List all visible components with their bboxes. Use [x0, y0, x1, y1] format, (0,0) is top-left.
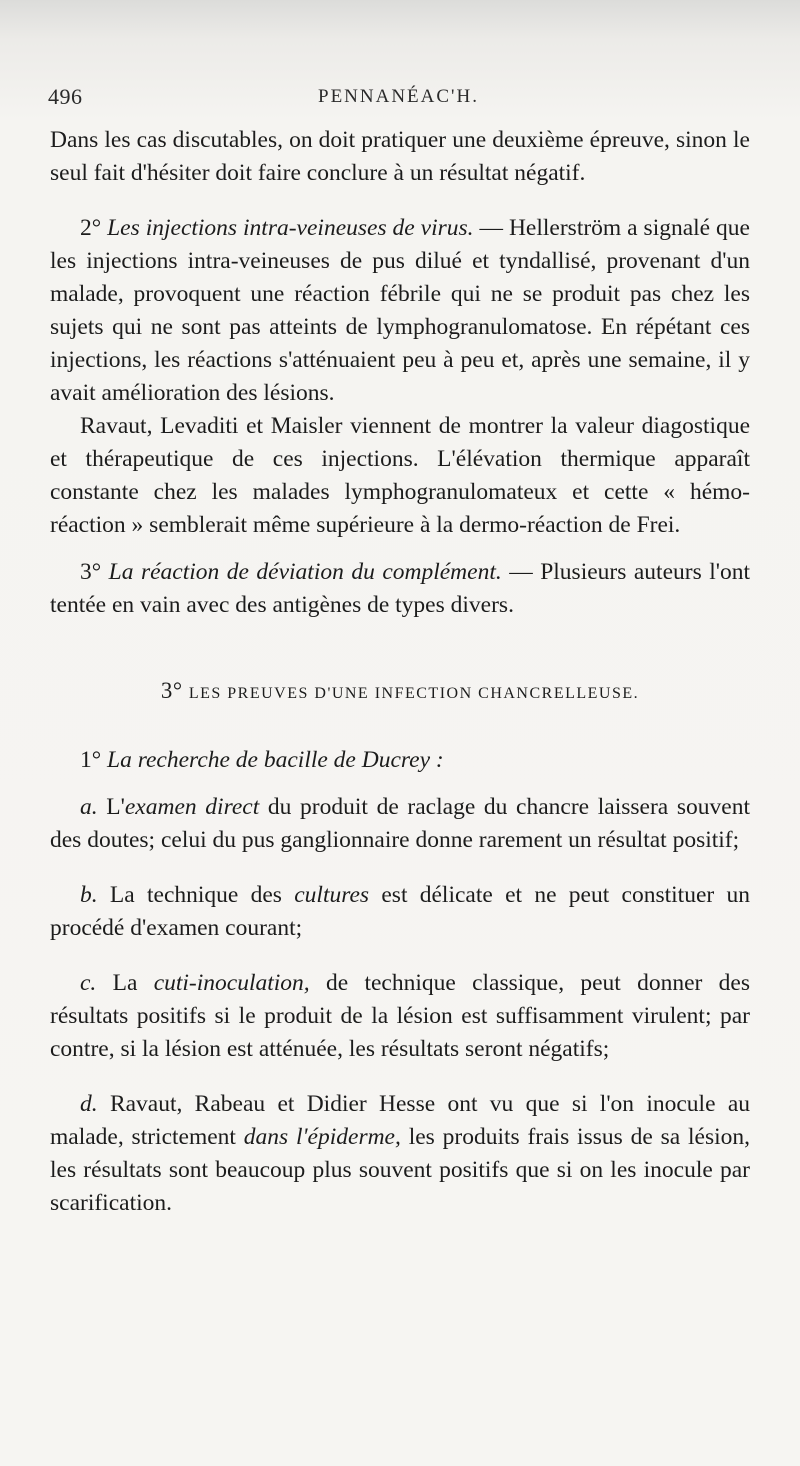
item-letter: a. — [80, 794, 98, 820]
item-text: de technique classique, peut donner des résultats positifs si le produit de la lésion est suffisamment virulent; par contre, si la lésion est atténuée, les résultats seront négatifs; — [50, 970, 750, 1062]
paragraph-title: La réaction de déviation du complément. — [108, 559, 502, 585]
item-number: 2° — [80, 215, 102, 241]
item-letter: b. — [80, 882, 98, 908]
item-text: les produits frais issus de sa lésion, les résultats sont beaucoup plus souvent positifs que si on les inocule par scarification. — [50, 1124, 750, 1216]
section-title: LES PREUVES D'UNE INFECTION CHANCRELLEUSE. — [188, 685, 640, 702]
paragraph-title: Les injections intra-veineuses de virus. — [107, 215, 474, 241]
page-body — [50, 124, 750, 1220]
paragraph-intravenous-injections — [50, 212, 750, 410]
section-number: 3° — [160, 678, 183, 703]
subsection-heading — [50, 744, 750, 777]
item-title: cuti-inoculation, — [153, 970, 310, 996]
section-heading — [50, 674, 750, 710]
list-item-a — [50, 791, 750, 857]
paragraph-text: — Plusieurs auteurs l'ont tentée en vain avec des antigènes de types divers. — [50, 559, 750, 618]
item-letter: d. — [80, 1091, 98, 1117]
item-lead: L' — [106, 794, 125, 820]
item-title: examen direct — [124, 794, 260, 820]
page-number: 496 — [48, 84, 83, 109]
item-text: est délicate et ne peut constituer un procédé d'examen courant; — [50, 882, 750, 941]
item-text: du produit de raclage du chancre laissera souvent des doutes; celui du pus ganglionnaire donne rarement un résultat positif; — [50, 794, 750, 853]
subsection-number: 1° — [80, 747, 102, 773]
item-lead: La — [112, 970, 154, 996]
item-title: cultures — [294, 882, 370, 908]
list-item-d — [50, 1088, 750, 1220]
subsection-title: La recherche de bacille de Ducrey : — [107, 747, 444, 773]
item-title: dans l'épiderme, — [243, 1124, 401, 1150]
list-item-b — [50, 879, 750, 945]
paragraph-ravaut-levaditi: Ravaut, Levaditi et Maisler viennent de montrer la valeur diagostique et thérapeutique de ces injections. L'élévation thermique apparaît constante chez les malades lymphogranulomateux et cette « hémo-réaction » semblerait même supérieure à la dermo-réaction de Frei. — [50, 413, 750, 538]
item-lead: Ravaut, Rabeau et Didier Hesse ont vu que si l'on inocule au malade, strictement — [50, 1091, 750, 1150]
running-head: PENNANÉAC'H. — [318, 86, 479, 107]
paragraph-text: — Hellerström a signalé que les injections intra-veineuses de pus dilué et tyndallisé, provenant d'un malade, provoquent une réaction fébrile qui ne se produit pas chez les sujets qui ne sont pas atteints de lymphogranulomatose. En répétant ces injections, les réactions s'atténuaient peu à peu et, après une semaine, il y avait amélioration des lésions. — [50, 215, 750, 406]
item-number: 3° — [80, 559, 102, 585]
paragraph-conclusion: Dans les cas discutables, on doit pratiquer une deuxième épreuve, sinon le seul fait d'hésiter doit faire conclure à un résultat négatif. — [50, 127, 750, 186]
item-lead: La technique des — [109, 882, 295, 908]
list-item-c — [50, 967, 750, 1066]
item-letter: c. — [80, 970, 97, 996]
paragraph-complement-deviation — [50, 556, 750, 622]
